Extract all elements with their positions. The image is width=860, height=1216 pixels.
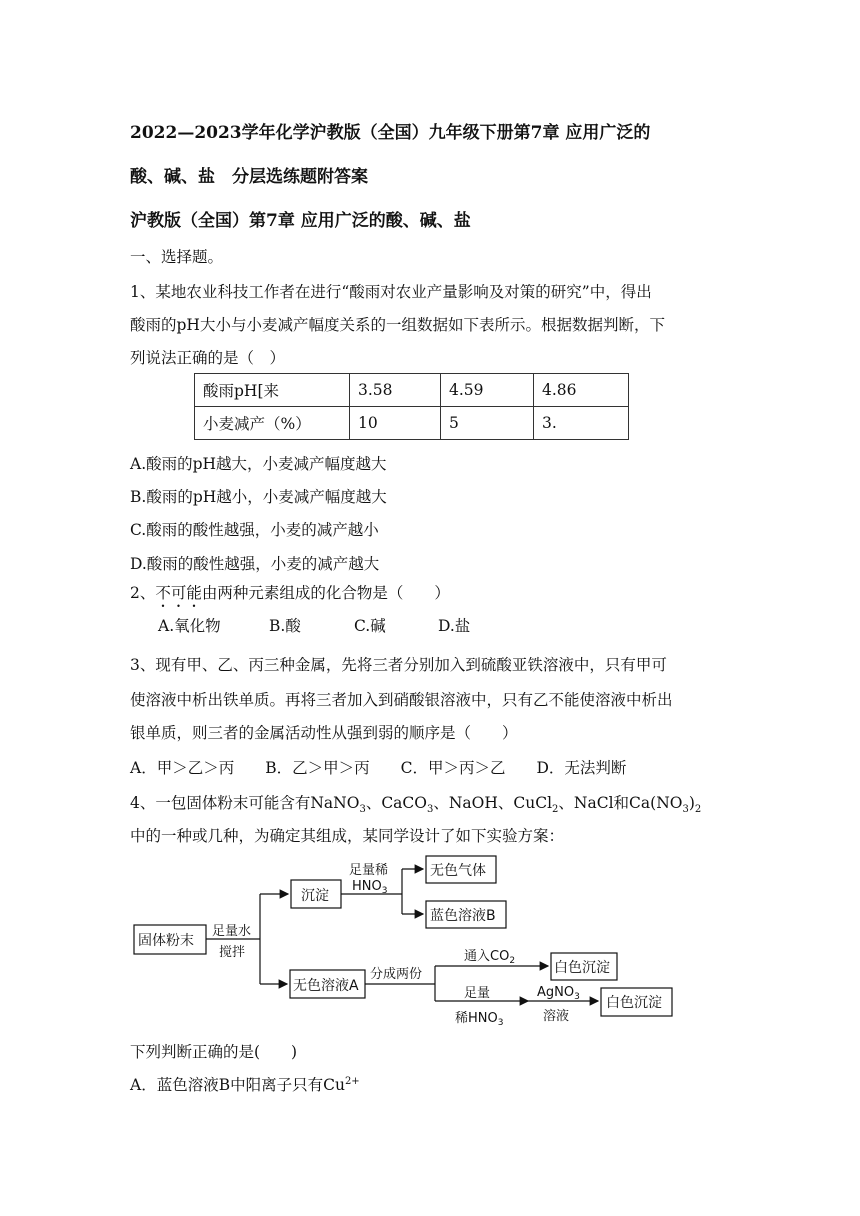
q1-option-a: A.酸雨的pH越大，小麦减产幅度越大 <box>130 455 387 473</box>
document-title-line1: 2022—2023学年化学沪教版（全国）九年级下册第7章 应用广泛的 <box>130 123 651 143</box>
q3-line3: 银单质，则三者的金属活动性从强到弱的顺序是（ ） <box>130 724 518 742</box>
superscript: 2+ <box>344 1075 360 1087</box>
q2-option-b: B.酸 <box>269 617 301 635</box>
subscript: 2 <box>694 804 702 816</box>
q4-text: ) <box>688 794 695 812</box>
label-split-two: 分成两份 <box>370 967 423 982</box>
label-blue-solution-b: 蓝色溶液B <box>430 908 496 924</box>
table-cell: 4.59 <box>441 374 534 407</box>
q4-text: 、NaCl和Ca(NO <box>558 794 683 812</box>
document-title-line2: 酸、碱、盐 分层选练题附答案 <box>130 167 368 187</box>
label-agno3: AgNO$_3$ <box>537 985 580 1002</box>
experiment-flow-diagram <box>130 850 690 1030</box>
label-white-precipitate-1: 白色沉淀 <box>554 960 610 976</box>
label-colorless-solution-a: 无色溶液A <box>293 978 359 994</box>
table-row <box>195 374 629 407</box>
q1-option-c: C.酸雨的酸性越强，小麦的减产越小 <box>130 521 379 539</box>
q2-text: 由两种元素组成的化合物是（ ） <box>201 584 450 602</box>
q4-option-a-text: A．蓝色溶液B中阳离子只有Cu <box>130 1076 345 1094</box>
q3-options: A．甲＞乙＞丙 B．乙＞甲＞丙 C．甲＞丙＞乙 D．无法判断 <box>130 759 627 777</box>
ph-yield-table <box>194 373 629 440</box>
subscript: 2 <box>552 804 559 816</box>
q1-line2: 酸雨的pH大小与小麦减产幅度关系的一组数据如下表所示。根据数据判断，下 <box>130 316 665 334</box>
q3-line2: 使溶液中析出铁单质。再将三者加入到硝酸银溶液中，只有乙不能使溶液中析出 <box>130 691 673 709</box>
table-cell: 小麦减产（%） <box>195 407 350 440</box>
table-cell: 酸雨pH[来 <box>195 374 350 407</box>
q1-line3: 列说法正确的是（ ） <box>130 349 286 367</box>
table-row <box>195 407 629 440</box>
q2-number: 2、 <box>130 584 156 602</box>
label-excess: 足量 <box>464 986 491 1001</box>
label-solution: 溶液 <box>543 1009 570 1024</box>
q2-stem <box>130 581 450 611</box>
table-cell: 4.86 <box>534 374 629 407</box>
table-cell: 3. <box>534 407 629 440</box>
subscript: 3 <box>359 804 366 816</box>
chapter-subtitle: 沪教版（全国）第7章 应用广泛的酸、碱、盐 <box>130 211 471 231</box>
q4-question: 下列判断正确的是( ) <box>130 1043 298 1061</box>
q3-line1: 3、现有甲、乙、丙三种金属，先将三者分别加入到硫酸亚铁溶液中，只有甲可 <box>130 656 667 674</box>
q4-text: 4、一包固体粉末可能含有NaNO <box>130 794 360 812</box>
label-white-precipitate-2: 白色沉淀 <box>606 995 662 1011</box>
q2-option-a: A.氧化物 <box>158 617 221 635</box>
subscript: 3 <box>426 804 434 816</box>
table-cell: 3.58 <box>350 374 441 407</box>
label-solid-powder: 固体粉末 <box>138 933 194 949</box>
q4-text: 、CaCO <box>365 794 427 812</box>
label-colorless-gas: 无色气体 <box>430 863 486 879</box>
q1-line1: 1、某地农业科技工作者在进行“酸雨对农业产量影响及对策的研究”中，得出 <box>130 283 652 301</box>
label-hno3: $HNO_3$ <box>352 879 388 896</box>
q2-option-d: D.盐 <box>438 617 471 635</box>
label-pass-co2: 通入$CO_2$ <box>464 949 516 966</box>
label-dilute-hno3: 稀$HNO_3$ <box>455 1011 504 1028</box>
q2-emphasis: 不可能 <box>155 584 202 602</box>
section-heading: 一、选择题。 <box>130 248 224 266</box>
q2-option-c: C.碱 <box>354 617 386 635</box>
q4-line2: 中的一种或几种，为确定其组成，某同学设计了如下实验方案： <box>130 827 565 845</box>
q4-option-a <box>130 1073 360 1095</box>
q1-option-d: D.酸雨的酸性越强，小麦的减产越大 <box>130 555 380 573</box>
q4-line1 <box>130 791 701 815</box>
q4-text: 、NaOH、CuCl <box>433 794 553 812</box>
table-cell: 10 <box>350 407 441 440</box>
subscript: 3 <box>682 804 689 816</box>
q1-option-b: B.酸雨的pH越小，小麦减产幅度越大 <box>130 488 387 506</box>
label-precipitate: 沉淀 <box>301 888 329 904</box>
label-excess-water: 足量水 <box>212 924 252 939</box>
label-excess-dilute: 足量稀 <box>349 863 389 878</box>
label-stir: 搅拌 <box>219 945 246 960</box>
table-cell: 5 <box>441 407 534 440</box>
